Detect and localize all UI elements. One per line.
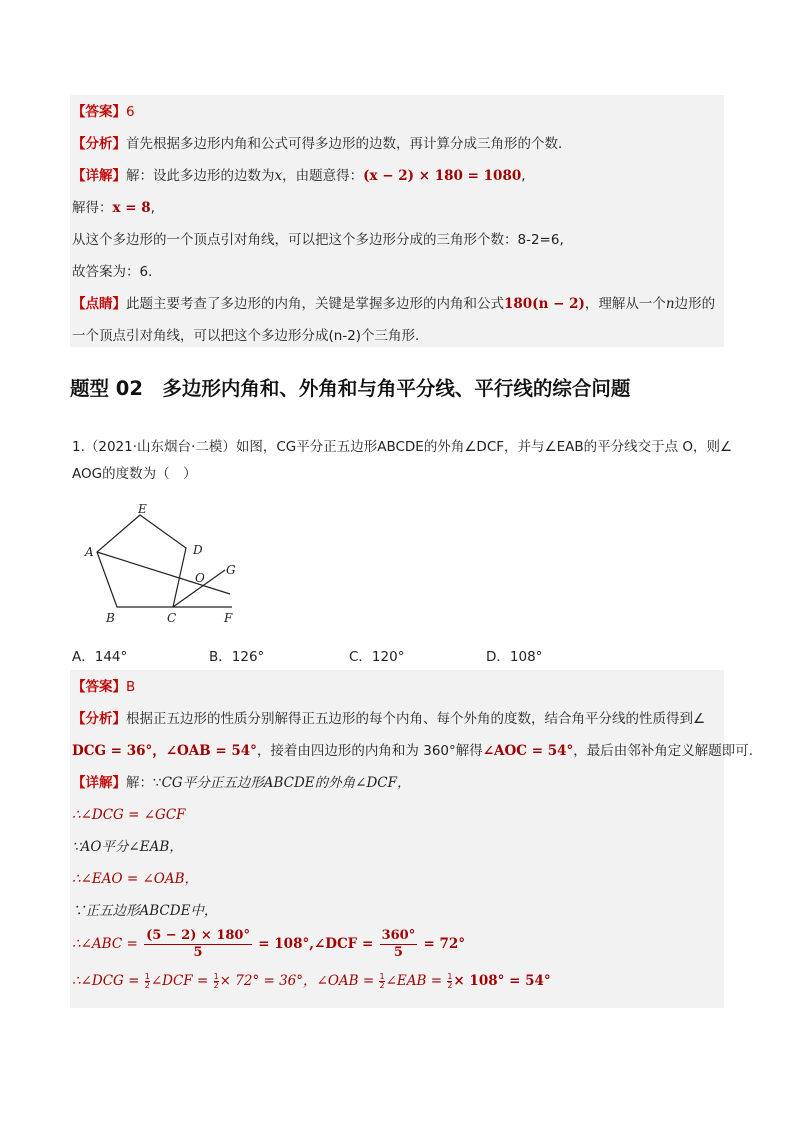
label-g: G bbox=[226, 563, 236, 577]
fraction-interior-angle: $\frac{(5 - 2) \times 180^\circ}{5}$ bbox=[146, 927, 250, 960]
label-c: C bbox=[167, 611, 177, 625]
option-d[interactable]: D．108° bbox=[486, 649, 543, 665]
step-4: ∵正五边形ABCDE中， bbox=[72, 903, 218, 919]
comment-line: 【点睛】此题主要考查了多边形的内角，关键是掌握多边形的内角和公式180(n − 2)，理解从一个n边形的 bbox=[72, 296, 716, 312]
label-b: B bbox=[106, 611, 115, 625]
triangle-count-line: 从这个多边形的一个顶点引对角线，可以把这个多边形分成的三角形个数：8-2=6, bbox=[72, 232, 564, 248]
step-6: ∴∠DCG = $\frac{1}{2}$ ∠DCF = $\frac{1}{2}$ × 72° = 36°，∠OAB = $\frac{1}{2}$ ∠EAB = $\frac{1}{2}$ × 108° = 54° bbox=[72, 971, 551, 990]
solve-line: 解得：x = 8, bbox=[72, 200, 155, 216]
option-b[interactable]: B．126° bbox=[209, 649, 265, 665]
detail-line: 【详解】解：∵CG平分正五边形ABCDE的外角∠DCF， bbox=[72, 775, 411, 791]
question-line-2: AOG的度数为（ ） bbox=[72, 466, 197, 482]
answer-options bbox=[72, 645, 672, 665]
answer-block-1 bbox=[70, 95, 724, 347]
pentagon-figure bbox=[80, 500, 250, 630]
step-3: ∴∠EAO = ∠OAB， bbox=[72, 871, 199, 887]
bisector-ao bbox=[97, 552, 230, 594]
section-heading: 题型 02 多边形内角和、外角和与角平分线、平行线的综合问题 bbox=[70, 377, 631, 400]
pentagon-shape bbox=[97, 515, 186, 607]
option-a[interactable]: A．144° bbox=[72, 649, 128, 665]
half-fraction: $\frac{1}{2}$ bbox=[213, 971, 219, 990]
analysis-line: 【分析】首先根据多边形内角和公式可得多边形的边数，再计算分成三角形的个数． bbox=[72, 136, 572, 152]
half-fraction: $\frac{1}{2}$ bbox=[144, 971, 150, 990]
label-d: D bbox=[193, 543, 203, 557]
answer-line: 【答案】6 bbox=[72, 104, 135, 120]
comment-line-2: 一个顶点引对角线，可以把这个多边形分成(n-2)个三角形． bbox=[72, 328, 429, 344]
label-a: A bbox=[85, 545, 94, 559]
step-5: ∴∠ABC = $\frac{(5 - 2) \times 180^\circ}{5}$ = 108°,∠DCF = $\frac{360^\circ}{5}$ = 72° bbox=[72, 927, 466, 960]
conclusion-line: 故答案为：6． bbox=[72, 264, 162, 280]
question-line-1: 1.（2021·山东烟台·二模）如图，CG平分正五边形ABCDE的外角∠DCF，并与∠EAB的平分线交于点 O，则∠ bbox=[72, 439, 733, 455]
fraction-exterior-angle: $\frac{360^\circ}{5}$ bbox=[381, 927, 416, 960]
half-fraction: $\frac{1}{2}$ bbox=[379, 971, 385, 990]
answer-block-2 bbox=[70, 670, 763, 1008]
step-2: ∵AO平分∠EAB， bbox=[72, 839, 183, 855]
label-f: F bbox=[224, 611, 233, 625]
detail-line: 【详解】解：设此多边形的边数为x，由题意得：(x − 2) × 180 = 1080, bbox=[72, 168, 526, 184]
analysis-line-2: DCG = 36°，∠OAB = 54°，接着由四边形的内角和为 360°解得∠AOC = 54°，最后由邻补角定义解题即可． bbox=[72, 743, 763, 759]
label-e: E bbox=[138, 502, 147, 516]
step-1: ∴∠DCG = ∠GCF bbox=[72, 807, 186, 823]
answer-line: 【答案】B bbox=[72, 679, 136, 695]
option-c[interactable]: C．120° bbox=[349, 649, 405, 665]
analysis-line: 【分析】根据正五边形的性质分别解得正五边形的每个内角、每个外角的度数，结合角平分线的性质得到∠ bbox=[72, 711, 706, 727]
label-o: O bbox=[195, 571, 205, 585]
half-fraction: $\frac{1}{2}$ bbox=[447, 971, 453, 990]
